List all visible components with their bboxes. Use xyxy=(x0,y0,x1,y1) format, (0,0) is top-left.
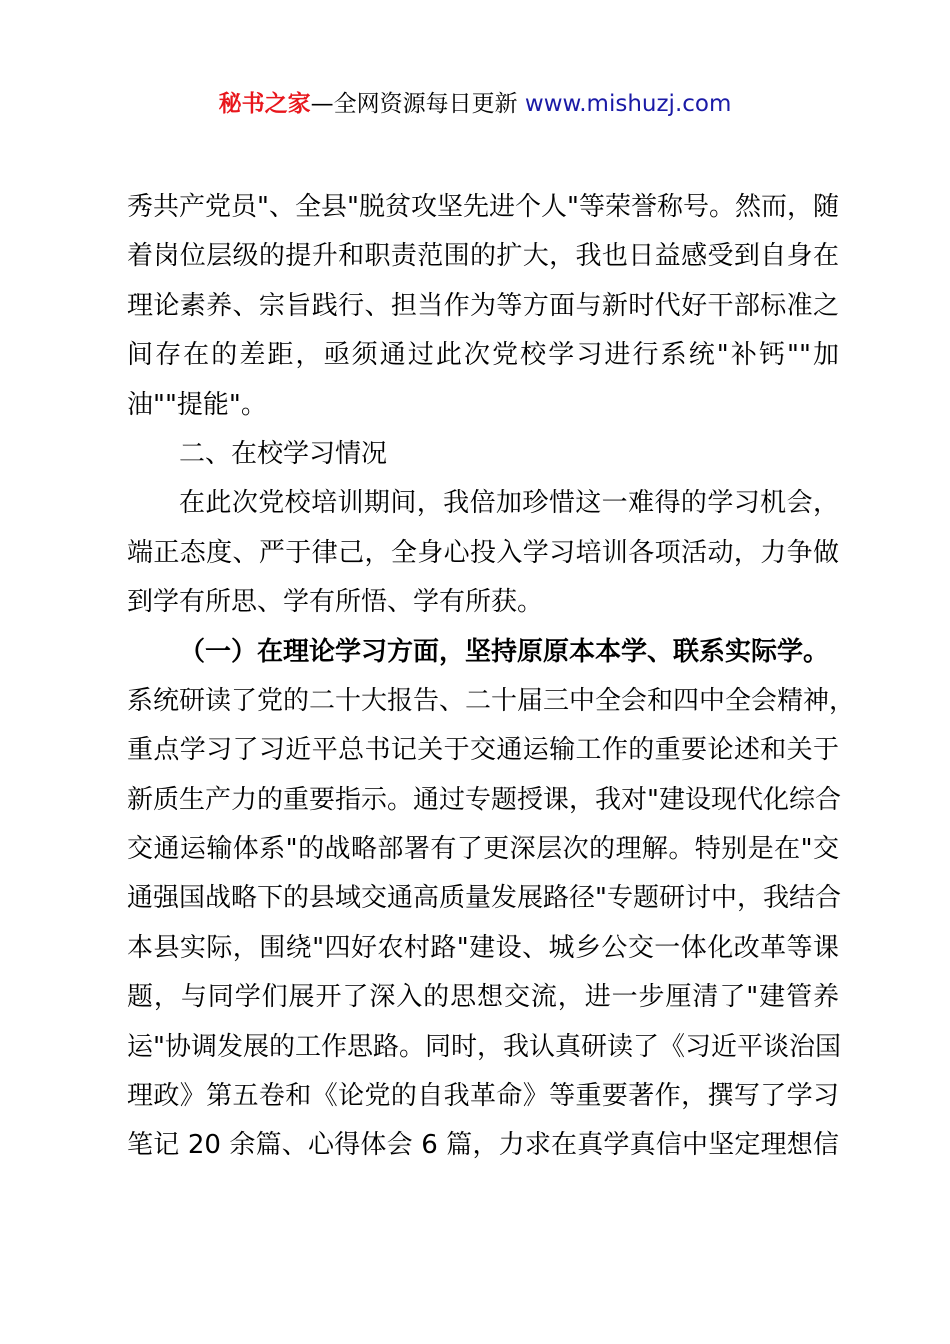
paragraph-line: 着岗位层级的提升和职责范围的扩大，我也日益感受到自身在 xyxy=(127,241,839,272)
paragraph-line: 在此次党校培训期间，我倍加珍惜这一难得的学习机会， xyxy=(179,488,839,519)
brand-name: 秘书之家 xyxy=(218,91,311,117)
paragraph-line: 理政》第五卷和《论党的自我革命》等重要著作，撰写了学习 xyxy=(127,1081,839,1112)
paragraph-line: 运"协调发展的工作思路。同时，我认真研读了《习近平谈治国 xyxy=(127,1031,841,1062)
paragraph-line: 新质生产力的重要指示。通过专题授课，我对"建设现代化综合 xyxy=(127,784,841,815)
paragraph-line: 重点学习了习近平总书记关于交通运输工作的重要论述和关于 xyxy=(127,735,839,766)
section-heading: 二、在校学习情况 xyxy=(179,438,388,469)
paragraph-line: 系统研读了党的二十大报告、二十届三中全会和四中全会精神， xyxy=(127,685,856,716)
paragraph-line: 端正态度、严于律己，全身心投入学习培训各项活动，力争做 xyxy=(127,537,839,568)
paragraph-line: 交通运输体系"的战略部署有了更深层次的理解。特别是在"交 xyxy=(127,834,839,865)
paragraph-line: 秀共产党员"、全县"脱贫攻坚先进个人"等荣誉称号。然而，随 xyxy=(127,192,839,222)
paragraph-line: 题，与同学们展开了深入的思想交流，进一步厘清了"建管养 xyxy=(127,982,839,1013)
paragraph-line: 理论素养、宗旨践行、担当作为等方面与新时代好干部标准之 xyxy=(127,290,839,321)
paragraph-line: 通强国战略下的县域交通高质量发展路径"专题研讨中，我结合 xyxy=(127,883,841,914)
site-url-link[interactable]: www.mishuzj.com xyxy=(524,91,732,117)
paragraph-line: 本县实际，围绕"四好农村路"建设、城乡公交一体化改革等课 xyxy=(127,932,839,963)
paragraph-line: 笔记 20 余篇、心得体会 6 篇，力求在真学真信中坚定理想信 xyxy=(127,1130,839,1161)
paragraph-line: 到学有所思、学有所悟、学有所获。 xyxy=(127,587,544,618)
subsection-heading: （一）在理论学习方面，坚持原原本本学、联系实际学。 xyxy=(179,636,830,667)
paragraph-line: 间存在的差距，亟须通过此次党校学习进行系统"补钙""加 xyxy=(127,340,839,371)
paragraph-line: 油""提能"。 xyxy=(127,389,267,420)
site-header xyxy=(0,88,950,120)
document-body xyxy=(127,183,856,1171)
header-slogan: —全网资源每日更新 xyxy=(310,91,525,117)
